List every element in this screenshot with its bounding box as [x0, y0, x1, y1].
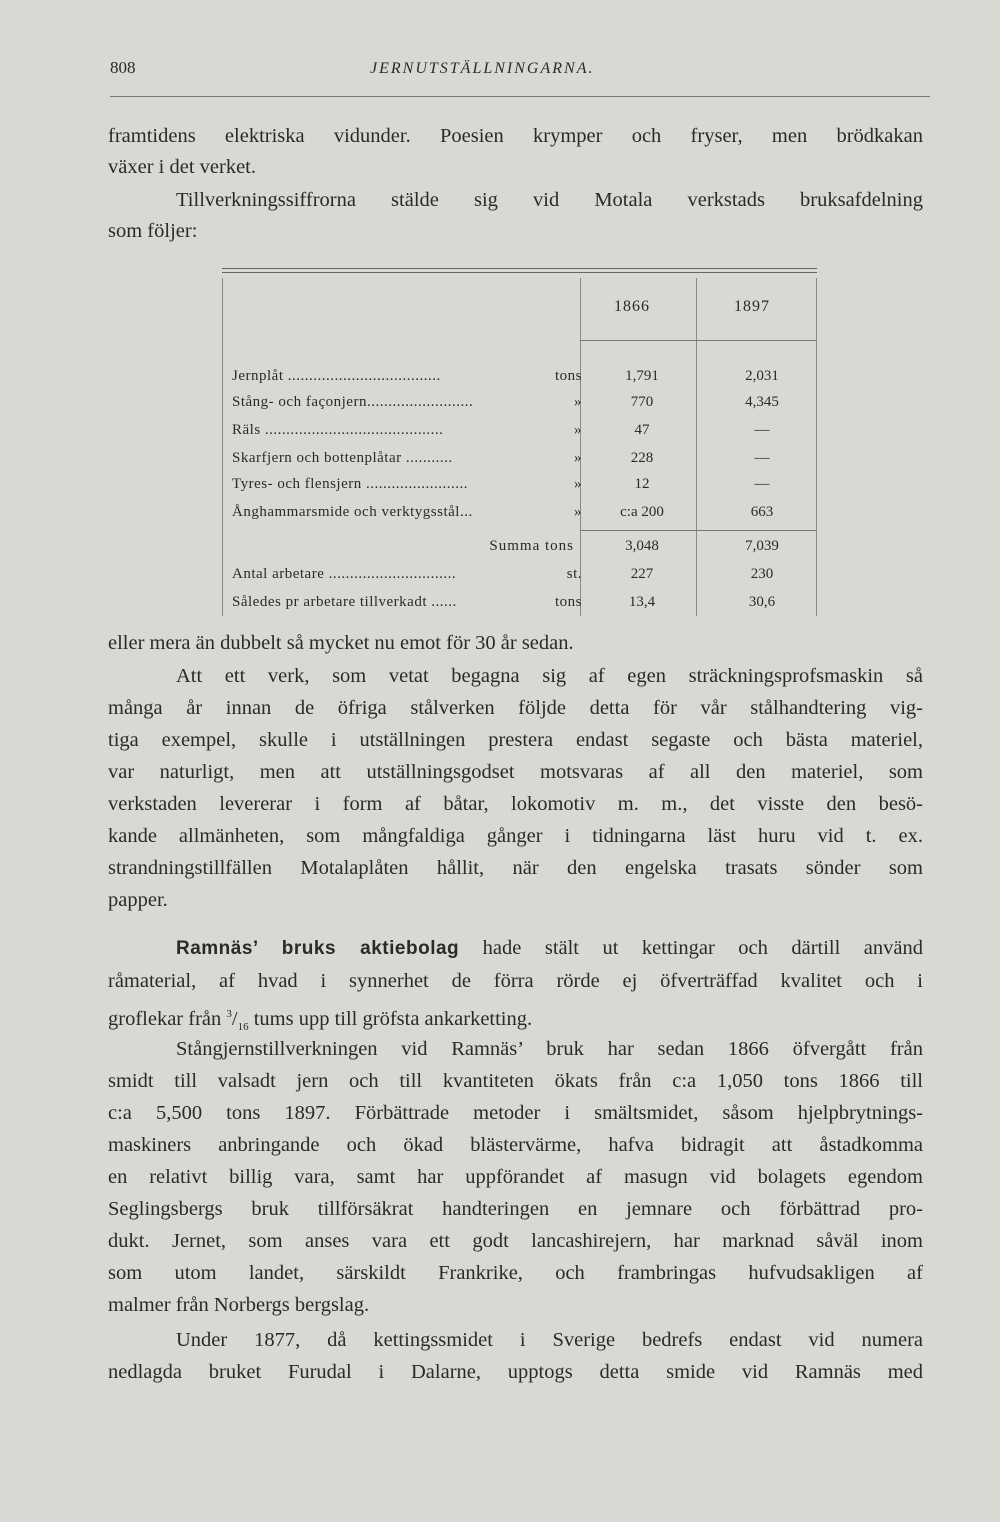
row-label: Räls ..........................................	[232, 422, 444, 438]
p5-line-3: c:a 5,500 tons 1897. Förbättrade metoder i smältsmidet, såsom hjelpbrytnings-	[108, 1102, 923, 1124]
fraction: $^3/_{16}$	[226, 1007, 249, 1033]
row-label: Skarfjern och bottenplåtar ...........	[232, 450, 453, 466]
value-1897: 4,345	[745, 394, 779, 410]
p3-line-5: verkstaden levererar i form af båtar, lokomotiv m. m., det visste den besö-	[108, 793, 923, 815]
value-1866: 47	[634, 422, 650, 438]
p5-line-8: som utom landet, särskildt Frankrike, och frambringas hufvudsakligen af	[108, 1262, 923, 1284]
fraction-numerator: 3	[226, 1008, 232, 1020]
table-left-border	[222, 278, 223, 616]
fraction-denominator: 16	[237, 1020, 249, 1033]
company-name: Ramnäs’ bruks aktiebolag	[176, 938, 460, 959]
row-label: Ånghammarsmide och verktygsstål...	[232, 504, 473, 520]
workers-row	[232, 566, 812, 590]
value-1866: 3,048	[625, 538, 659, 554]
p4-line-2: råmaterial, af hvad i synnerhet de förra rörde ej öfverträffad kvalitet och i	[108, 970, 923, 992]
value-1866: 770	[630, 394, 654, 410]
value-1897: 663	[750, 504, 774, 520]
p5-line-7: dukt. Jernet, som anses vara ett godt lancashirejern, har marknad såväl inom	[108, 1230, 923, 1252]
table-row	[232, 450, 812, 474]
p3-line-7: strandningstillfällen Motalaplåten hållit, när den engelska trasats sönder som	[108, 857, 923, 879]
running-title: JERNUTSTÄLLNINGARNA.	[370, 60, 595, 77]
p3-line-1: Att ett verk, som vetat begagna sig af egen sträckningsprofsmaskin så	[176, 665, 923, 687]
table-row	[232, 422, 812, 446]
row-unit: »	[574, 394, 582, 410]
table-row	[232, 394, 812, 418]
intro-line-2: växer i det verket.	[108, 156, 256, 178]
table-right-border	[816, 278, 817, 616]
column-header-1866: 1866	[614, 298, 650, 315]
p5-line-2: smidt till valsadt jern och till kvantiteten ökats från c:a 1,050 tons 1866 till	[108, 1070, 923, 1092]
value-1866: 12	[634, 476, 650, 492]
column-header-1897: 1897	[734, 298, 770, 315]
table-row	[232, 476, 812, 500]
value-1866: 228	[630, 450, 654, 466]
p6-line-1: Under 1877, då kettingssmidet i Sverige bedrefs endast vid numera	[176, 1329, 923, 1351]
p4-line-3-pre: groflekar från	[108, 1007, 222, 1030]
table-row	[232, 368, 812, 392]
intro-line-1: framtidens elektriska vidunder. Poesien krymper och fryser, men brödkakan	[108, 125, 923, 147]
value-1897: —	[754, 450, 770, 466]
p4-line-1-rest: hade stält ut kettingar och därtill använd	[482, 937, 924, 959]
p3-line-8: papper.	[108, 889, 168, 911]
header-rule	[110, 96, 930, 97]
row-label: Således pr arbetare tillverkadt ......	[232, 594, 457, 610]
p5-line-1: Stångjernstillverkningen vid Ramnäs’ bruk har sedan 1866 öfvergått från	[176, 1038, 923, 1060]
p4-line-1	[108, 933, 923, 965]
row-label: Antal arbetare ..............................	[232, 566, 457, 582]
value-1897: 30,6	[748, 594, 776, 610]
row-label: Tyres- och flensjern ........................	[232, 476, 468, 492]
row-unit: »	[574, 504, 582, 520]
value-1866: c:a 200	[620, 504, 664, 520]
summa-label: Summa tons	[489, 538, 574, 554]
p3-line-2: många år innan de öfriga stålverken följde detta för vår stålhandtering vig-	[108, 697, 923, 719]
summa-rule	[580, 530, 816, 531]
table-top-rule	[222, 268, 817, 273]
table-row	[232, 504, 812, 528]
per-worker-row	[232, 594, 812, 618]
p5-line-9: malmer från Norbergs bergslag.	[108, 1294, 370, 1316]
value-1866: 227	[630, 566, 654, 582]
row-label: Stång- och façonjern.........................	[232, 394, 474, 410]
row-unit: tons	[554, 368, 582, 384]
row-unit: st.	[566, 566, 582, 582]
p5-line-6: Seglingsbergs bruk tillförsäkrat handteringen en jemnare och förbättrad pro-	[108, 1198, 923, 1220]
after-table-line: eller mera än dubbelt så mycket nu emot för 30 år sedan.	[108, 632, 574, 654]
p3-line-3: tiga exempel, skulle i utställningen prestera endast segaste och bästa materiel,	[108, 729, 923, 751]
value-1897: 7,039	[745, 538, 779, 554]
page-number: 808	[110, 58, 136, 77]
value-1897: 2,031	[745, 368, 779, 384]
row-unit: »	[574, 450, 582, 466]
p3-line-6: kande allmänheten, som mångfaldiga gånger i tidningarna läst huru vid t. ex.	[108, 825, 923, 847]
value-1866: 13,4	[628, 594, 656, 610]
value-1897: —	[754, 476, 770, 492]
row-unit: tons	[554, 594, 582, 610]
header-underline	[580, 340, 816, 341]
p5-line-5: en relativt billig vara, samt har uppförandet af masugn vid bolagets egendom	[108, 1166, 923, 1188]
row-unit: »	[574, 476, 582, 492]
row-unit: »	[574, 422, 582, 438]
value-1897: —	[754, 422, 770, 438]
production-table	[222, 268, 822, 618]
value-1897: 230	[750, 566, 774, 582]
p4-line-3-post: tums upp till gröfsta ankarketting.	[253, 1007, 533, 1030]
page-header	[110, 58, 920, 88]
p3-line-4: var naturligt, men att utställningsgodset motsvaras af all den materiel, som	[108, 761, 923, 783]
p6-line-2: nedlagda bruket Furudal i Dalarne, upptogs detta smide vid Ramnäs med	[108, 1361, 923, 1383]
row-label: Jernplåt ....................................	[232, 368, 441, 384]
summa-row	[232, 538, 812, 562]
intro-line-4: som följer:	[108, 220, 198, 242]
p5-line-4: maskiners anbringande och ökad blästervärme, hafva bidragit att åstadkomma	[108, 1134, 923, 1156]
intro-line-3: Tillverkningssiffrorna stälde sig vid Motala verkstads bruksafdelning	[176, 189, 923, 211]
value-1866: 1,791	[625, 368, 659, 384]
